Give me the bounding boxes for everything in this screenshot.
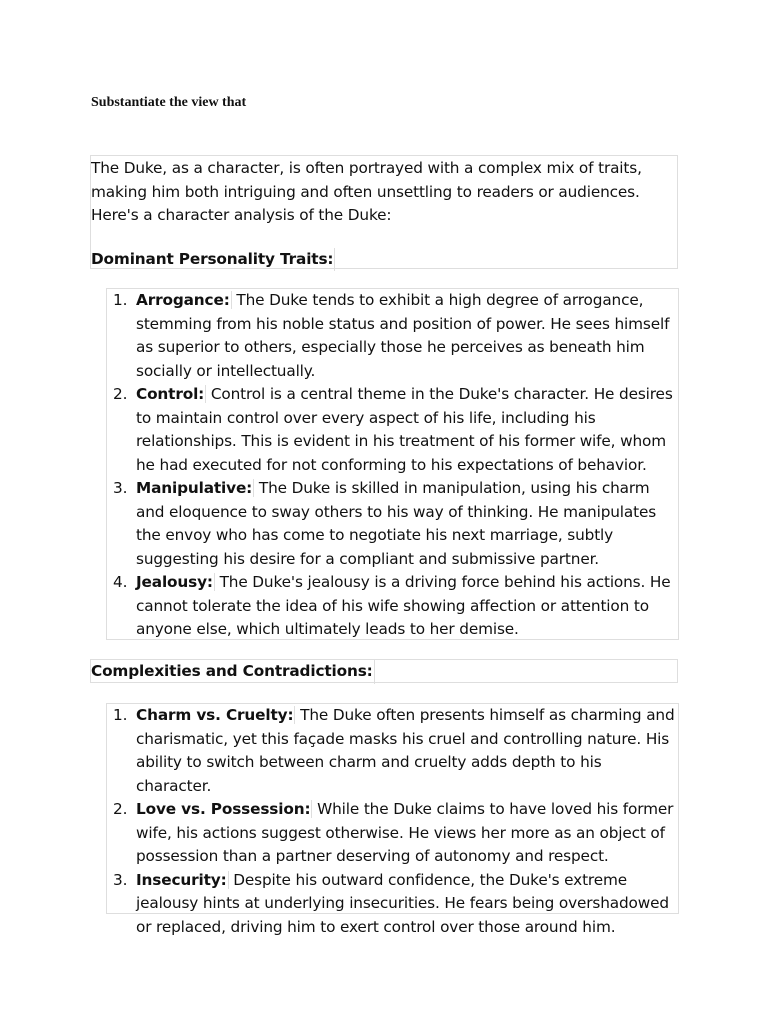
list-item-text: Control is a central theme in the Duke's character. He desires to maintain control over every aspect of his life, including his relationships. This is evident in his treatment of his former wife, whom he had executed for not conforming to his expectations of behavior.: [136, 385, 673, 474]
intro-block: [90, 155, 678, 269]
list-item-number: 4.: [113, 573, 128, 591]
list-item-text: The Duke tends to exhibit a high degree of arrogance, stemming from his noble status and position of power. He sees himself as superior to others, especially those he perceives as beneath him socially or intellectually.: [136, 291, 670, 380]
list-item-text: The Duke's jealousy is a driving force behind his actions. He cannot tolerate the idea of his wife showing affection or attention to anyone else, which ultimately leads to her demise.: [136, 573, 671, 638]
section-heading-row: [91, 660, 677, 684]
page-heading: Substantiate the view that: [91, 95, 247, 110]
list-item-number: 3.: [113, 870, 128, 889]
traits-list-block: [106, 288, 679, 640]
list-item-text: Despite his outward confidence, the Duke's extreme jealousy hints at underlying insecurities. He fears being overshadowed or replaced, driving him to exert control over those around him.: [136, 870, 669, 936]
list-item-term: Control:: [136, 385, 205, 403]
list-item-term: Love vs. Possession:: [136, 800, 311, 818]
list-item-text: The Duke is skilled in manipulation, using his charm and eloquence to sway others to his way of thinking. He manipulates the envoy who has come to negotiate his next marriage, subtly suggesting his desire for a compliant and submissive partner.: [136, 479, 657, 568]
list-item-number: 2.: [113, 385, 128, 403]
intro-paragraph: The Duke, as a character, is often portrayed with a complex mix of traits, making him both intriguing and often unsettling to readers or audiences. Here's a character analysis of the Duke:: [91, 159, 642, 224]
section-heading-traits: Dominant Personality Traits:: [91, 248, 335, 272]
list-item-number: 1.: [113, 706, 128, 724]
list-item-term: Charm vs. Cruelty:: [136, 706, 294, 724]
list-item: [107, 289, 678, 383]
contradictions-list: [107, 704, 678, 939]
list-item-term: Manipulative:: [136, 479, 253, 497]
list-item-number: 1.: [113, 291, 128, 309]
list-item: [107, 571, 678, 642]
list-item-term: Insecurity:: [136, 870, 227, 889]
list-item: [107, 704, 678, 798]
list-item-text: While the Duke claims to have loved his former wife, his actions suggest otherwise. He views her more as an object of possession than a partner deserving of autonomy and respect.: [136, 800, 674, 865]
list-item: [107, 383, 678, 477]
list-item-number: 3.: [113, 479, 128, 497]
list-item: [107, 477, 678, 571]
section-heading-contradictions: Complexities and Contradictions:: [91, 660, 375, 684]
section-heading-row: [91, 248, 677, 272]
traits-list: [107, 289, 678, 642]
list-item-text: The Duke often presents himself as charming and charismatic, yet this façade masks his cruel and controlling nature. His ability to switch between charm and cruelty adds depth to his character.: [136, 706, 675, 795]
contradictions-list-block: [106, 703, 679, 936]
list-item-number: 2.: [113, 800, 128, 818]
list-item: [107, 798, 678, 869]
list-item-term: Jealousy:: [136, 573, 213, 591]
list-item-term: Arrogance:: [136, 291, 230, 309]
list-item: [107, 869, 678, 940]
contradictions-heading-block: [90, 659, 678, 683]
